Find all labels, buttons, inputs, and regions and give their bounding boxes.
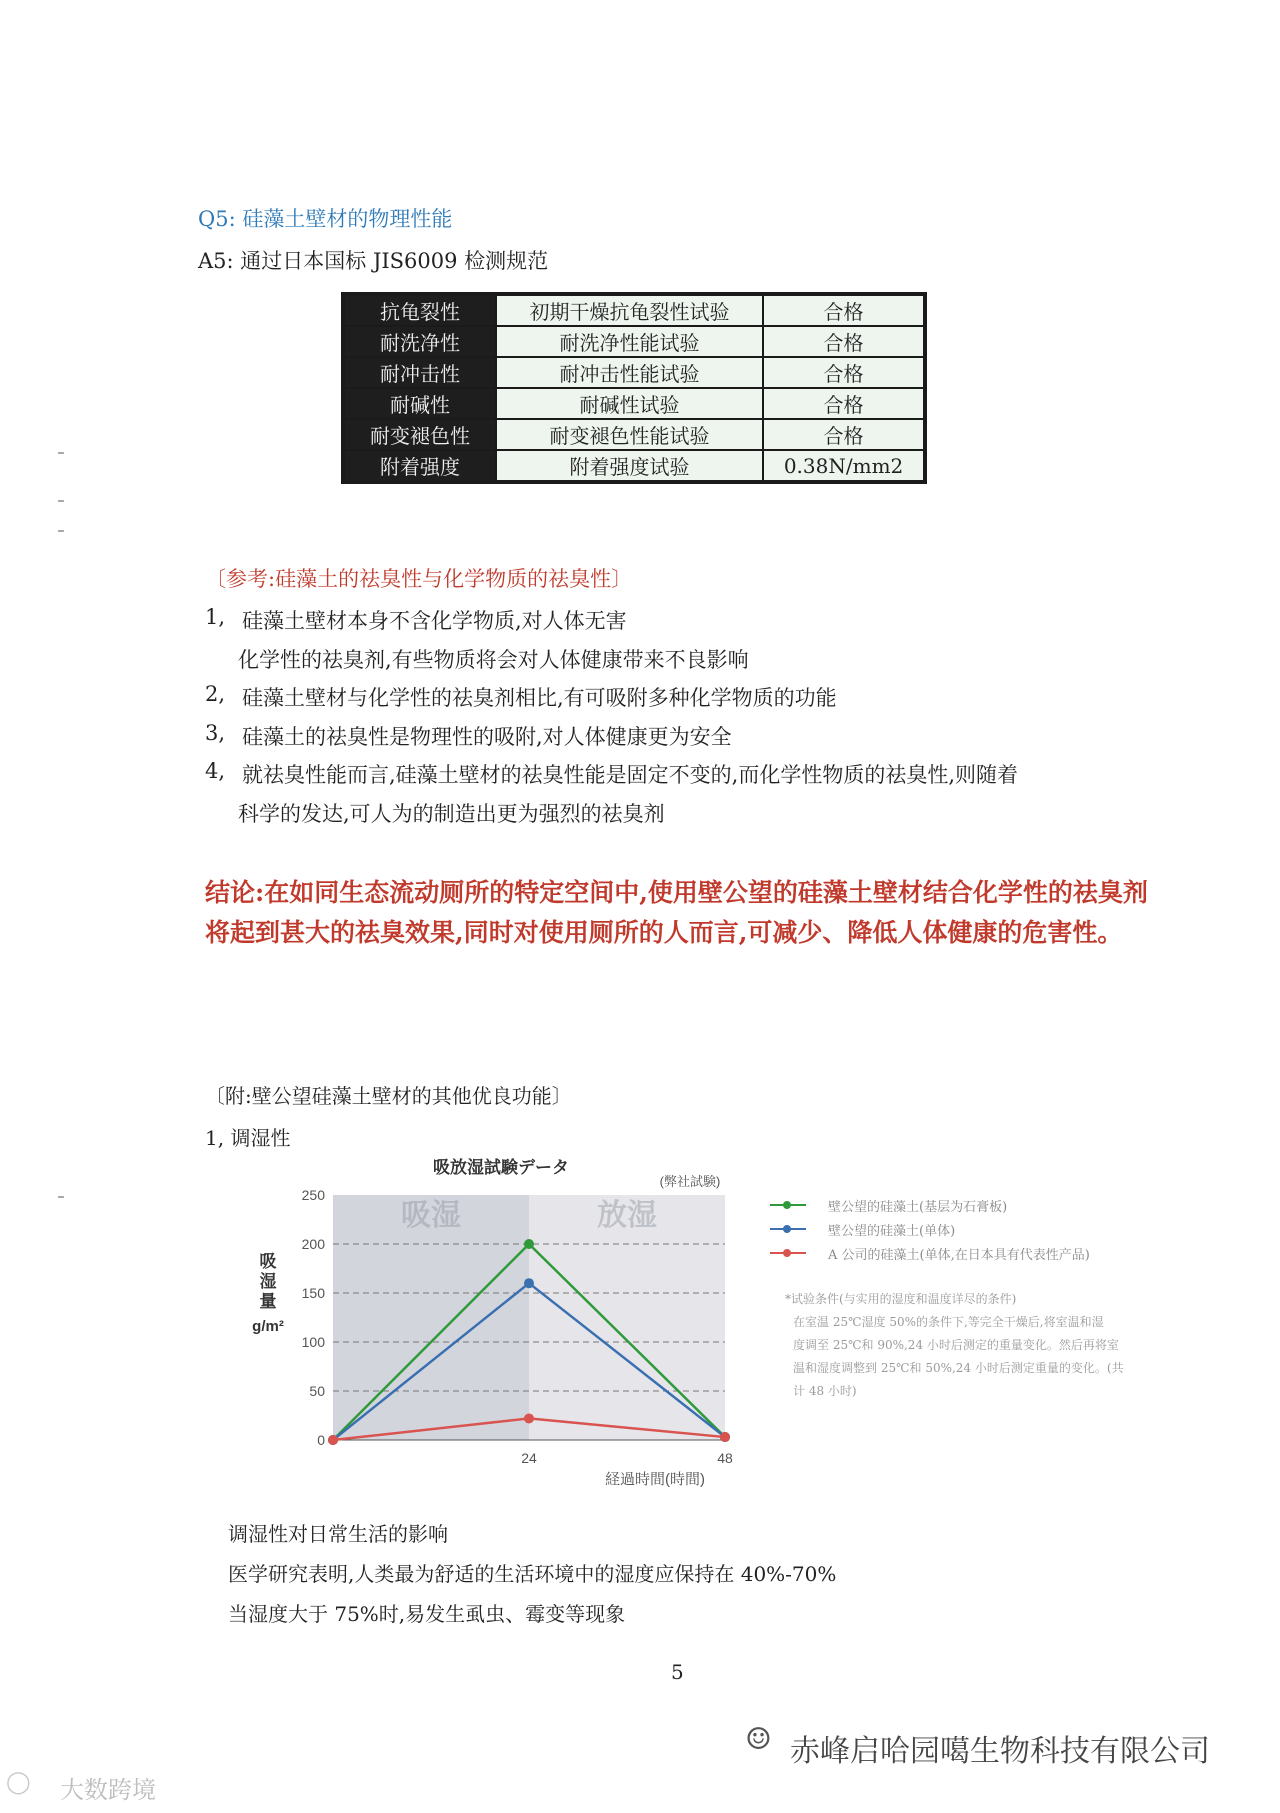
x-axis-label: 経過時間(時間) xyxy=(605,1471,705,1488)
legend-marker xyxy=(783,1225,791,1233)
legend-marker xyxy=(783,1249,791,1257)
item-number: 2, xyxy=(205,682,226,706)
chart-title: 吸放湿試験データ xyxy=(433,1158,569,1177)
test-name: 耐碱性试验 xyxy=(496,388,763,419)
condition-line: 度调至 25℃和 90%,24 小时后测定的重量变化。然后再将室 xyxy=(793,1338,1119,1352)
test-name: 附着强度试验 xyxy=(496,450,763,482)
y-tick-label: 50 xyxy=(309,1383,325,1399)
chart-subtitle: (弊社試験) xyxy=(659,1174,721,1189)
properties-table xyxy=(341,292,927,484)
condition-line: 温和湿度调整到 25℃和 50%,24 小时后测定重量的变化。(共 xyxy=(793,1361,1124,1375)
question-heading: Q5: 硅藻土壁材的物理性能 xyxy=(198,207,453,231)
legend-label: 壁公望的硅藻土(单体) xyxy=(828,1224,956,1239)
test-name: 耐洗净性能试验 xyxy=(496,326,763,357)
test-name: 耐冲击性能试验 xyxy=(496,357,763,388)
table-row xyxy=(343,388,925,419)
appendix-title: 〔附:壁公望硅藻土壁材的其他优良功能〕 xyxy=(205,1084,572,1108)
property-name: 耐碱性 xyxy=(343,388,496,419)
test-name: 初期干燥抗龟裂性试验 xyxy=(496,294,763,326)
table-row xyxy=(343,450,925,482)
item-number: 3, xyxy=(205,720,226,745)
scan-mark xyxy=(58,530,64,532)
table-row xyxy=(343,357,925,388)
legend-marker xyxy=(783,1201,791,1209)
condition-line: 在室温 25℃湿度 50%的条件下,等完全干燥后,将室温和湿 xyxy=(793,1315,1104,1329)
region-label: 吸湿 xyxy=(401,1198,461,1233)
scan-mark xyxy=(58,500,64,502)
humidity-line-1: 医学研究表明,人类最为舒适的生活环境中的湿度应保持在 40%-70% xyxy=(228,1562,837,1586)
item-text: 硅藻土壁材与化学性的祛臭剂相比,有可吸附多种化学物质的功能 xyxy=(242,686,837,710)
platform-watermark: 大数跨境 xyxy=(60,1776,156,1804)
y-axis-label-char: 量 xyxy=(259,1292,277,1312)
test-conditions xyxy=(785,1288,1165,1403)
legend-label: 壁公望的硅藻土(基层为石膏板) xyxy=(828,1200,1008,1215)
data-point xyxy=(720,1432,730,1442)
test-result: 0.38N/mm2 xyxy=(763,450,925,482)
item-text: 硅藻土的祛臭性是物理性的吸附,对人体健康更为安全 xyxy=(242,724,732,749)
data-point xyxy=(524,1239,534,1249)
appendix-item-1: 1, 调湿性 xyxy=(205,1126,291,1150)
item-number: 1, xyxy=(205,605,226,629)
y-tick-label: 200 xyxy=(301,1236,325,1252)
property-name: 耐变褪色性 xyxy=(343,419,496,450)
answer-heading: A5: 通过日本国标 JIS6009 检测规范 xyxy=(198,249,549,273)
data-point xyxy=(524,1413,534,1423)
property-name: 耐洗净性 xyxy=(343,326,496,357)
y-tick-label: 0 xyxy=(317,1432,325,1448)
humidity-line-2: 当湿度大于 75%时,易发生虱虫、霉变等现象 xyxy=(228,1602,626,1626)
table-row xyxy=(343,294,925,326)
y-tick-label: 150 xyxy=(301,1285,325,1301)
company-watermark: 赤峰启哈园噶生物科技有限公司 xyxy=(790,1734,1210,1769)
y-axis-unit: g/m² xyxy=(252,1318,284,1335)
region-label: 放湿 xyxy=(597,1198,657,1233)
table-row xyxy=(343,419,925,450)
humidity-section-title: 调湿性对日常生活的影响 xyxy=(228,1522,448,1546)
test-result: 合格 xyxy=(763,357,925,388)
property-name: 附着强度 xyxy=(343,450,496,482)
test-result: 合格 xyxy=(763,419,925,450)
item-number: 4, xyxy=(205,759,226,783)
item-text: 化学性的祛臭剂,有些物质将会对人体健康带来不良影响 xyxy=(238,647,749,672)
y-axis-label-char: 湿 xyxy=(259,1272,277,1292)
x-tick-label: 48 xyxy=(717,1450,733,1466)
watermark-logo-icon: ◯ xyxy=(6,1770,31,1795)
data-point xyxy=(328,1435,338,1445)
test-result: 合格 xyxy=(763,388,925,419)
data-point xyxy=(524,1278,534,1288)
property-name: 耐冲击性 xyxy=(343,357,496,388)
y-tick-label: 250 xyxy=(301,1187,325,1203)
reference-title: 〔参考:硅藻土的祛臭性与化学物质的祛臭性〕 xyxy=(205,567,633,591)
humidity-chart xyxy=(240,1150,760,1500)
property-name: 抗龟裂性 xyxy=(343,294,496,326)
legend-label: A 公司的硅藻土(单体,在日本具有代表性产品) xyxy=(828,1248,1090,1263)
scan-mark xyxy=(58,452,64,454)
y-axis-label-char: 吸 xyxy=(259,1252,277,1272)
item-text: 科学的发达,可人为的制造出更为强烈的祛臭剂 xyxy=(238,801,665,826)
item-text: 就祛臭性能而言,硅藻土壁材的祛臭性能是固定不变的,而化学性物质的祛臭性,则随着 xyxy=(242,763,1019,787)
test-result: 合格 xyxy=(763,326,925,357)
test-name: 耐变褪色性能试验 xyxy=(496,419,763,450)
test-result: 合格 xyxy=(763,294,925,326)
scan-mark xyxy=(58,1196,64,1198)
x-tick-label: 24 xyxy=(521,1450,537,1466)
condition-line: 计 48 小时) xyxy=(793,1384,857,1398)
conclusion-text: 结论:在如同生态流动厕所的特定空间中,使用壁公望的硅藻土壁材结合化学性的祛臭剂将起到甚大的祛臭效果,同时对使用厕所的人而言,可减少、降低人体健康的危害性。 xyxy=(205,878,1148,947)
table-row xyxy=(343,326,925,357)
page-number: 5 xyxy=(671,1660,684,1684)
y-tick-label: 100 xyxy=(301,1334,325,1350)
item-text: 硅藻土壁材本身不含化学物质,对人体无害 xyxy=(242,609,627,633)
condition-line: *试验条件(与实用的湿度和温度详尽的条件) xyxy=(785,1292,1017,1306)
wechat-icon: ☺ xyxy=(745,1722,772,1757)
